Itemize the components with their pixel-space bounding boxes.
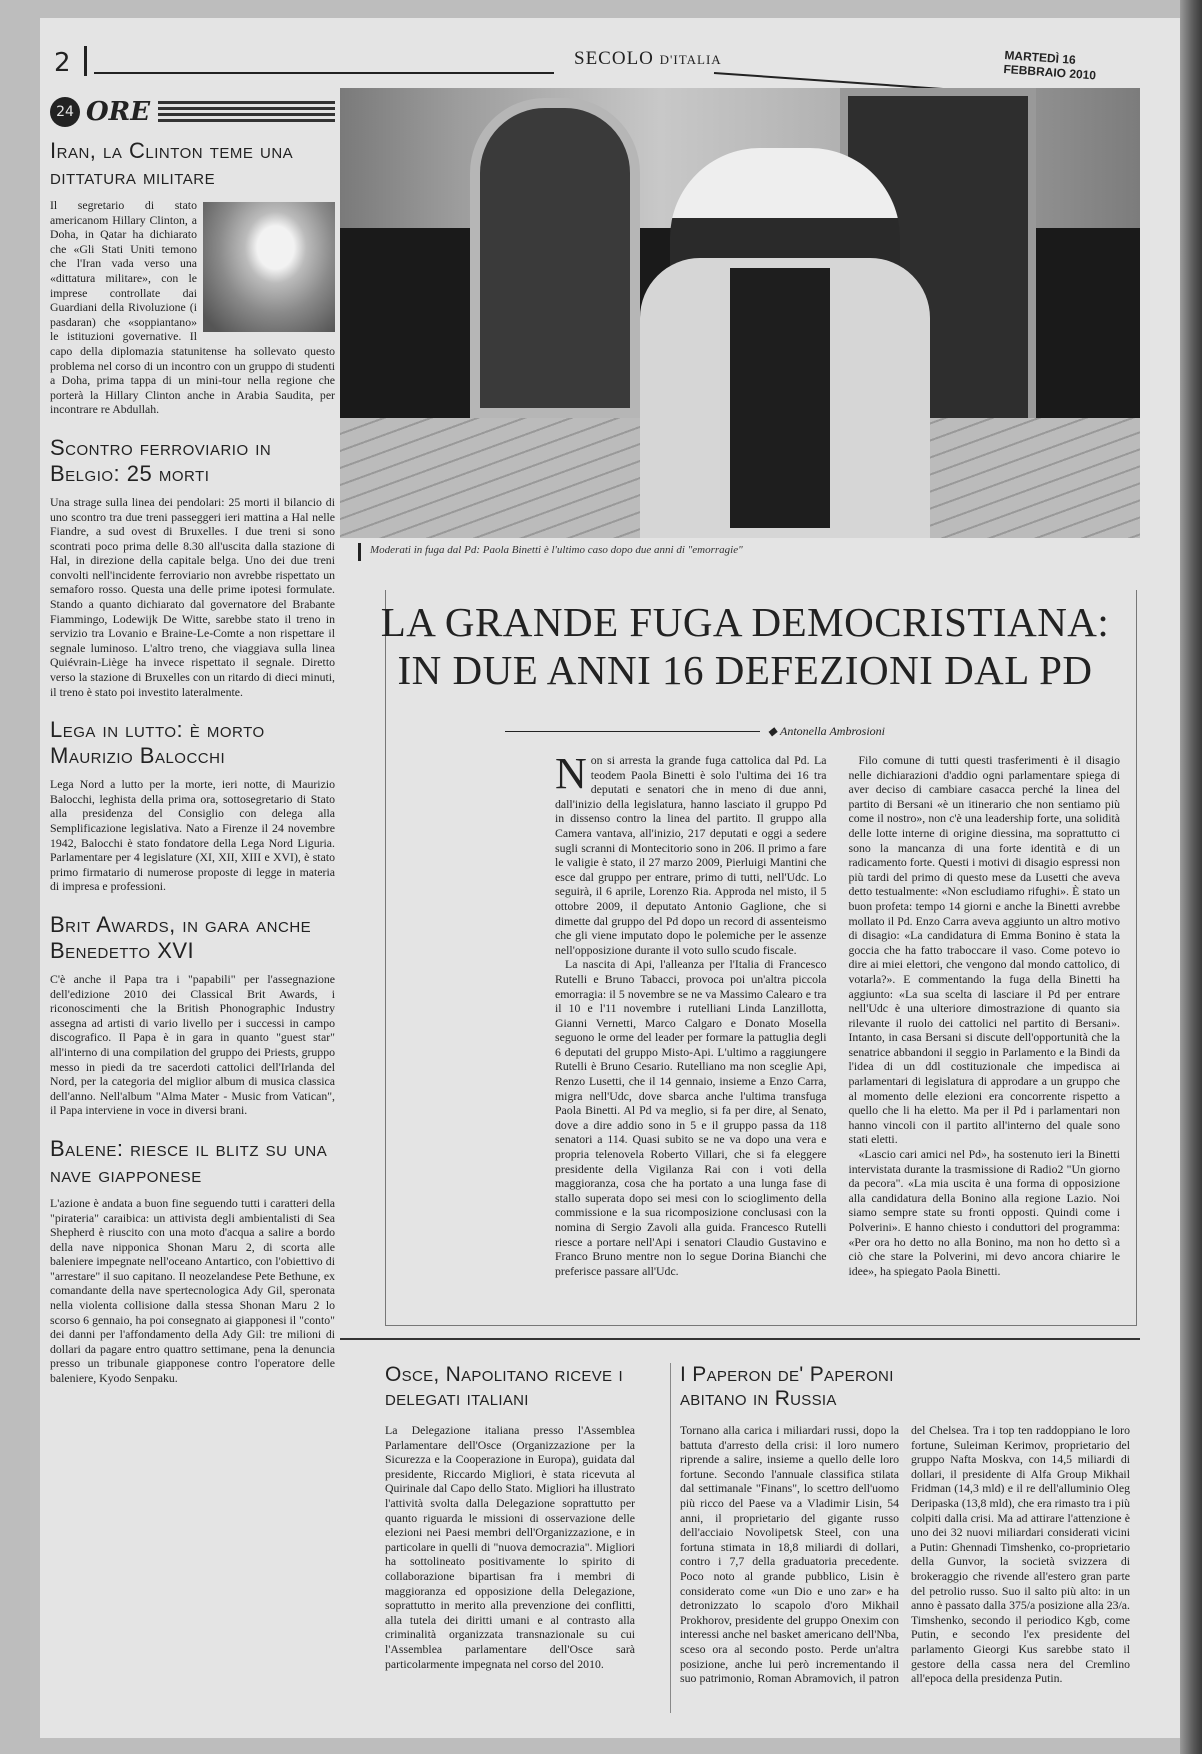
drop-cap: N bbox=[555, 753, 587, 798]
header-divider bbox=[84, 46, 87, 76]
byline-author: Antonella Ambrosioni bbox=[780, 724, 885, 738]
brief-title: Iran, la Clinton teme una dittatura militare bbox=[50, 138, 294, 189]
brief-body: Lega Nord a lutto per la morte, ieri notte, di Maurizio Balocchi, leghista della prima ora, sottosegretario di Stato alla presidenza del Consiglio con delega alla Semplificazione legislativa. Nato a Firenze il 24 novembre 1942, Balocchi è stato fondatore della Lega Nord Liguria. Parlamentare per 4 legislature (XI, XII, XIII e XVI), è stato primo firmatario di numerose proposte di legge in materia di impresa e professioni. bbox=[50, 777, 335, 894]
brief-article bbox=[50, 912, 335, 1118]
brief-title: Lega in lutto: è morto Maurizio Balocchi bbox=[50, 717, 265, 769]
caption-marker bbox=[358, 543, 361, 561]
brief-body-text: Il segretario di stato americanom Hillary Clinton, a Doha, in Qatar ha dichiarato che «Gli Stati Uniti temono che l'Iran vada verso una «dittatura militare», con le imprese controllate dai Guardiani della Rivoluzione (i pasdaran) che «soppiantano» le istituzioni governative. Il capo della diplomazia statunitense ha sollevato questo problema nel corso di un incontro con un gruppo di studenti a Doha, prima tappa di un mini-tour nella regione che porterà la Hillary Clinton anche in Arabia Saudita, per incontrare re Abdullah. bbox=[50, 198, 335, 417]
bottom-article-body bbox=[680, 1423, 1130, 1686]
bottom-article-columns bbox=[680, 1423, 1130, 1738]
clock-logo-icon: 24 bbox=[50, 97, 80, 127]
page-number: 2 bbox=[54, 48, 71, 78]
brief-title: Scontro ferroviario in Belgio: 25 morti bbox=[50, 434, 272, 486]
brief-body: C'è anche il Papa tra i "papabili" per l'assegnazione dell'edizione 2010 dei Classical Brit Awards, i riconoscimenti che la British Phonographic Industry assegna ad artisti di vario livello per i successi in campo discografico. Il Papa è in gara in quanto "guest star" all'interno di una compilation del gruppo dei Priests, gruppo messo in piedi da tre sacerdoti cattolici dell'Irlanda del Nord, per la categoria del miglior album di musica classica dell'anno. Nell'album "Alma Mater - Music from Vatican", il Papa interviene in voce in diversi brani. bbox=[50, 971, 335, 1118]
brief-title: Brit Awards, in gara anche Benedetto XVI bbox=[50, 911, 312, 963]
byline-rule bbox=[505, 731, 760, 732]
newspaper-name-main: SECOLO bbox=[574, 48, 654, 69]
main-photo bbox=[340, 88, 1140, 538]
newspaper-name-suffix: D'ITALIA bbox=[659, 52, 722, 67]
byline bbox=[505, 724, 885, 739]
newspaper-name bbox=[574, 48, 722, 70]
diamond-icon: ◆ bbox=[767, 724, 780, 738]
brief-body: L'azione è andata a buon fine seguendo tutti i caratteri della "pirateria" caraibica: un attivista degli ambientalisti di Sea Shepherd è riuscito con una moto d'acqua a salire a bordo della nave nipponica Shonan Maru 2, di scorta alle baleniere impegnate nell'oceano Antartico, con l'obiettivo di "arrestare" il suo capitano. Il neozelandese Pete Bethune, ex comandante della nave spertecnologica Ady Gil, speronata nella violenta collisione dalla stessa Shonan Maru 2 lo scorso 6 gennaio, ha poi consegnato ai giapponesi il "conto" dei danni per l'affondamento della Ady Gil: tre milioni di dollari da pagare entro quattro settimane, pena la denuncia presso un tribunale giapponese contro l'operatore delle baleniere, Kyodo Senpaku. bbox=[50, 1195, 335, 1386]
section-label bbox=[50, 96, 335, 128]
newspaper-page bbox=[40, 18, 1180, 1738]
brief-body bbox=[50, 198, 335, 417]
brief-article bbox=[50, 1136, 335, 1386]
article-paragraph-text: on si arresta la grande fuga cattolica dal Pd. La teodem Paola Binetti è solo l'ultima dei 16 tra deputati e senatori che in meno di due anni, dall'inizio della legislatura, hanno lasciato il gruppo Pd in dissenso contro la linea del partito. Il gruppo alla Camera vantava, all'inizio, 217 deputati e oggi a sedere sugli scranni di Montecitorio sono in 206. Il primo a fare le valigie è stato, il 27 marzo 2009, Pierluigi Mantini che esce dal gruppo per entrare, primo di tutti, nell'Udc. Lo seguirà, il 6 aprile, Lorenzo Ria. Approda nel misto, il 5 ottobre 2009, il deputato Antonio Gaglione, che si dimette dal gruppo del Pd dopo un record di assenteismo che gli viene imputato dopo le polemiche per le assenze nell'opposizione durante il voto sullo scudo fiscale. bbox=[555, 753, 827, 957]
photo-caption: Moderati in fuga dal Pd: Paola Binetti è l'ultimo caso dopo due anni di "emorragie" bbox=[370, 544, 743, 556]
bottom-article-body: La Delegazione italiana presso l'Assemblea Parlamentare dell'Osce (Organizzazione per la Sicurezza e la Cooperazione in Europa), guidata dal presidente, Riccardo Migliori, è stata ricevuta al Quirinale dal Capo dello Stato. Migliori ha illustrato l'attività svolta dalla Delegazione soprattutto per quanto riguarda le missioni di osservazione delle elezioni nei Paesi membri dell'Organizzazione, e in particolare in quelli di "nuova democrazia". Migliori ha sottolineato positivamente lo spirito di collaborazione bipartisan fra i membri di maggioranza ed opposizione della Delegazione, soprattutto in merito alla prevenzione dei conflitti, alla tutela dei diritti umani e al contrasto alla criminalità organizzata transnazionale su cui l'Assemblea parlamentare dell'Osce sarà particolarmente impegnata nel corso del 2010. bbox=[385, 1423, 635, 1671]
bottom-section-rule bbox=[340, 1338, 1140, 1340]
photo-arched-door bbox=[470, 98, 640, 418]
bottom-article-body-text: Tornano alla carica i miliardari russi, dopo la battuta d'arresto della crisi: il loro numero riprende a salire, insieme a quello delle loro fortune. Secondo l'annuale classifica stilata dal settimanale "Finans", lo scettro dell'uomo più ricco del Paese va a Vladimir Lisin, 54 anni, il proprietario del gigante russo dell'acciaio Novolipetsk Steel, con una fortuna stimata in 18,8 miliardi di dollari, contro i 7,7 della graduatoria precedente. Poco noto al grande pubblico, Lisin è considerato come «un Dio e uno zar» e ha detronizzato lo scapolo d'oro Mikhail Prokhorov, presidente del gruppo Onexim con interessi anche nel basket americano dell'Nba, sceso ora al secondo posto. Perde un'altra posizione, anche lui però incrementando il suo patrimonio, Roman Abramovich, il patron del Chelsea. Tra i top ten raddoppiano le loro fortune, Suleiman Kerimov, proprietario del gruppo Nafta Moskva, con 14,5 miliardi di dollari, il presidente di Alfa Group Mikhail Fridman (14,3 mld) e il re dell'alluminio Oleg Deripaska (13,8 mld), che era rimasto tra i più colpiti dalla crisi. Ma ad attirare l'attenzione è uno dei 32 nuovi miliardari considerati vicini a Putin: Ghennadi Timshenko, co-proprietario della Gunvor, la società svizzera di brokeraggio che rivende all'estero gran parte del petrolio russo. Suo il salto più alto: in un anno è passato dalla 375/a posizione alla 23/a. Timshenko, secondo il periodico Kgb, come Putin, e secondo l'ex presidente del parlamento Gieorgi Kus sarebbe stato il gestore della cassa nera del Cremlino all'epoca della presidenza Putin. bbox=[680, 1423, 1130, 1686]
brief-title: Balene: riesce il blitz su una nave giapponese bbox=[50, 1135, 328, 1187]
photo-woman-shirt bbox=[730, 268, 830, 528]
bottom-article-title: Osce, Napolitano riceve i delegati italiani bbox=[385, 1363, 623, 1410]
brief-article bbox=[50, 435, 335, 699]
brief-body: Una strage sulla linea dei pendolari: 25 morti il bilancio di uno scontro tra due treni passeggeri ieri mattina a Hal nelle Fiandre, a sud ovest di Bruxelles. I due treni si sono scontrati poco prima delle 8.30 all'uscita dalla stazione di Hal, in direzione della capitale belga. Uno dei due treni convolti nell'incidente ferroviario non avrebbe rispettato un semaforo rosso. Questa una delle prime ipotesi formulate. Stando a quanto dichiarato dal governatore del Brabante Fiammingo, Lodewijk De Witte, sarebbe stato il treno in servizio tra Lovanio e Braine-Le-Comte a non rispettare il segnale luminoso. L'altro treno, che viaggiava sulla linea Quiévrain-Liège ha invece rispettato il segnale. Diretto verso la stazione di Bruxelles con un ritardo di dieci minuti, il treno è stato poi investito lateralmente. bbox=[50, 494, 335, 699]
article-paragraph: La nascita di Api, l'alleanza per l'Italia di Francesco Rutelli e Bruno Tabacci, provoca poi un'altra piccola emorragia: il 5 novembre se ne va Massimo Calearo e tra il 10 e l'11 novembre i rutelliani Linda Lanzillotta, Gianni Vernetti, Marco Calgaro e Donato Mosella seguono le orme del leader per formare la pattuglia degli 6 deputati del gruppo Misto-Api. L'ultimo a raggiungere Rutelli è Bruno Cesario. Rutelliano ma non sceglie Api, Renzo Lusetti, che il 14 gennaio, insieme a Enzo Carra, migra nell'Udc, dove sbarca anche l'ultima transfuga Paola Binetti. Al Pd va meglio, si fa per dire, al Senato, dove a dire addio sono in 5 e il gruppo passa da 118 senatori a 114. Quasi subito se ne va dopo una vera e propria telenovela Roberto Villari, che si fa eleggere presidente della Vigilanza Rai con i voti della maggioranza, cosa che ha portato a una lunga fase di stallo superata dopo sei mesi con lo scioglimento della commissione e la sua ricomposizione conclusasi con la nomina di Sergio Zavoli alla guida. Francesco Rutelli riesce a portare nell'Api i senatori Claudio Gustavino e Franco Bruno mentre non lo segue Dorina Bianchi che preferisce passare all'Udc. bbox=[555, 957, 827, 1278]
main-headline-line-1: LA GRANDE FUGA DEMOCRISTIANA: bbox=[380, 599, 1110, 645]
brief-article bbox=[50, 717, 335, 894]
photo-woman-figure bbox=[670, 148, 900, 538]
column-divider bbox=[670, 1363, 671, 1713]
briefs-column bbox=[50, 96, 335, 1404]
bottom-article-osce bbox=[385, 1363, 635, 1671]
page-header bbox=[54, 32, 1134, 82]
bottom-article-paperoni bbox=[680, 1363, 1130, 1738]
article-paragraph: «Lascio cari amici nel Pd», ha sostenuto ieri la Binetti intervistata durante la trasmissione di Radio2 "Un giorno da pecora". «La mia uscita è una forma di opposizione alla candidatura della Bonino alla regione Lazio. Noi siamo sempre state su fronti opposti. Quindi come i Polverini». E hanno chiesto i conduttori del programma: «Per ora ho detto no alla Bonino, ma non ho detto sì a ciò che stare la Polverini, mi devo ancora chiarire le idee», ha spiegato Paola Binetti. bbox=[848, 1147, 1120, 1278]
main-article-body bbox=[555, 753, 1120, 1313]
section-label-bar bbox=[158, 101, 335, 123]
page-binding-shadow bbox=[1180, 0, 1202, 1754]
section-label-text: ORE bbox=[86, 97, 151, 127]
clinton-portrait-photo bbox=[203, 202, 335, 332]
bottom-article-title: I Paperon de' Paperoni abitano in Russia bbox=[680, 1363, 894, 1410]
issue-date: MARTEDÌ 16 FEBBRAIO 2010 bbox=[1003, 48, 1097, 83]
article-paragraph bbox=[555, 753, 827, 957]
header-rule bbox=[94, 72, 554, 74]
main-headline bbox=[355, 598, 1135, 694]
brief-article bbox=[50, 138, 335, 417]
article-paragraph: Filo comune di tutti questi trasferimenti è il disagio nelle dichiarazioni d'addio ogni parlamentare spiega di aver deciso di cambiare casacca perché la linea del partito di Bersani «è un itinerario che non sentiamo più come il nostro», non c'è una leadership forte, una solidità delle lotte interne di origine diessina, ma soprattutto ci sono la mancanza di una forte identità e di un radicamento forte. Questi i motivi di disagio espressi non più tardi del primo di questo mese da Lusetti che aveva detto testualmente: «Non escludiamo rifughi». È stato un buon profeta: tempo 14 giorni e anche la Binetti avrebbe mollato il Pd. Enzo Carra aveva aggiunto un altro motivo di disagio: «La candidatura di Emma Bonino è stata la goccia che ha fatto traboccare il vaso. Come potevo io dire ai miei elettori, che vengono dal mondo cattolico, di votarla?». E commentando la fuga della Binetti ha aggiunto: «La sua scelta di lasciare il Pd per entrare nell'Udc è una ulteriore dimostrazione di quanto sia rilevante il ruolo dei cattolici nel partito di Bersani». Intanto, in casa Bersani si discute dell'opportunità che la senatrice abbandoni il seggio in Parlamento e la Bindi da l'idea di un ddl costituzionale che impedisca ai parlamentari di legislatura di approdare a un gruppo che al momento delle elezioni era concorrente rispetto a quello che li ha eletto. Ma per il Pd i parlamentari non hanno vincoli con il partito all'interno del quale sono stati eletti. bbox=[848, 753, 1120, 1147]
main-headline-line-2: IN DUE ANNI 16 DEFEZIONI DAL PD bbox=[397, 647, 1093, 693]
